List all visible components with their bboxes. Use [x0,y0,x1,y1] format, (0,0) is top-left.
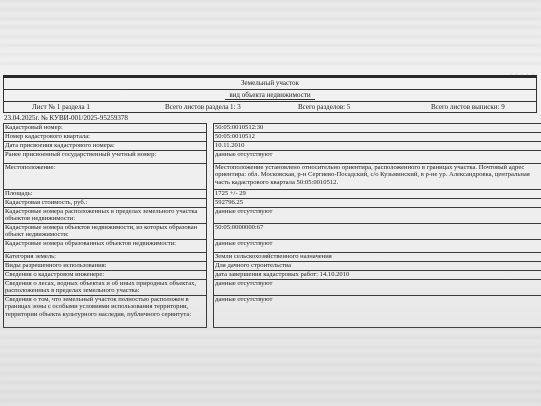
row-value: 1725 +/- 29 [214,190,541,199]
row-label: Местоположение: [4,164,207,190]
row-label: Дата присвоения кадастрового номера: [4,142,207,151]
reference-number: 23.04.2025г. № КУВИ-001/2025-95259378 [4,114,128,122]
sections-total: Всего разделов: 5 [298,103,351,111]
table-row [4,280,541,296]
row-label: Кадастровый номер: [4,124,207,133]
table-row [4,142,541,151]
row-value: Земли сельскохозяйственного назначения [214,253,541,262]
row-label: Номер кадастрового квартала: [4,133,207,142]
row-value: 50:05:0010512:30 [214,124,541,133]
row-value: дата завершения кадастровых работ: 14.10.2010 [214,271,541,280]
row-label: Сведения о лесах, водных объектах и об иных природных объектах, расположенных в пределах земельного участка: [4,280,207,296]
row-label: Кадастровая стоимость, руб.: [4,199,207,208]
row-label: Категория земель: [4,253,207,262]
row-value: Местоположение установлено относительно ориентира, расположенного в границах участка. Почтовый адрес ориентира: обл. Московская, р-н Сергиево-Посадский, с/о Кузьминский, в р-не ур. Александровка, центральная часть кадастрового квартала 50:05:0010512. [214,164,541,190]
row-value: данные отсутствуют [214,280,541,296]
table-row [4,240,541,253]
row-label: Кадастровые номера образованных объектов недвижимости: [4,240,207,253]
row-value: данные отсутствуют [214,296,541,328]
table-row [4,271,541,280]
table-row [4,190,541,199]
object-type-subtitle-text: вид объекта недвижимости [225,91,314,100]
table-row [4,296,541,328]
table-row [4,133,541,142]
blurred-footer-area [0,328,541,406]
table-row [4,262,541,271]
row-value: Для дачного строительства [214,262,541,271]
row-value: данные отсутствуют [214,208,541,224]
blurred-header-area [0,0,541,70]
row-value: 10.11.2010 [214,142,541,151]
property-table [3,123,541,328]
sheets-in-extract: Всего листов выписки: 9 [431,103,505,111]
row-label: Кадастровые номера расположенных в пределах земельного участка объектов недвижимости: [4,208,207,224]
sheet-number: Лист № 1 раздела 1 [32,103,90,111]
row-value: данные отсутствуют [214,240,541,253]
table-row [4,199,541,208]
row-label: Ранее присвоенный государственный учетный номер: [4,151,207,164]
row-value: 592796.25 [214,199,541,208]
table-row [4,208,541,224]
row-label: Сведения о том, что земельный участок полностью расположен в границах зоны с особыми условиями использования территории, территории объекта культурного наследия, публичного сервитута: [4,296,207,328]
object-type-subtitle [3,90,537,102]
object-type-title: Земельный участок [3,78,537,90]
row-value: 50:05:0000000:67 [214,224,541,240]
row-label: Сведения о кадастровом инженере: [4,271,207,280]
table-row [4,224,541,240]
row-value: данные отсутствуют [214,151,541,164]
row-label: Виды разрешенного использования: [4,262,207,271]
sheet-meta-row [3,102,537,113]
table-row [4,253,541,262]
table-row [4,151,541,164]
table-row [4,124,541,133]
row-value: 50:05:0010512 [214,133,541,142]
extract-sheet [3,78,537,328]
row-label: Кадастровые номера объектов недвижимости, из которых образован объект недвижимости: [4,224,207,240]
sheets-in-section: Всего листов раздела 1: 3 [165,103,241,111]
table-row [4,164,541,190]
row-label: Площадь: [4,190,207,199]
